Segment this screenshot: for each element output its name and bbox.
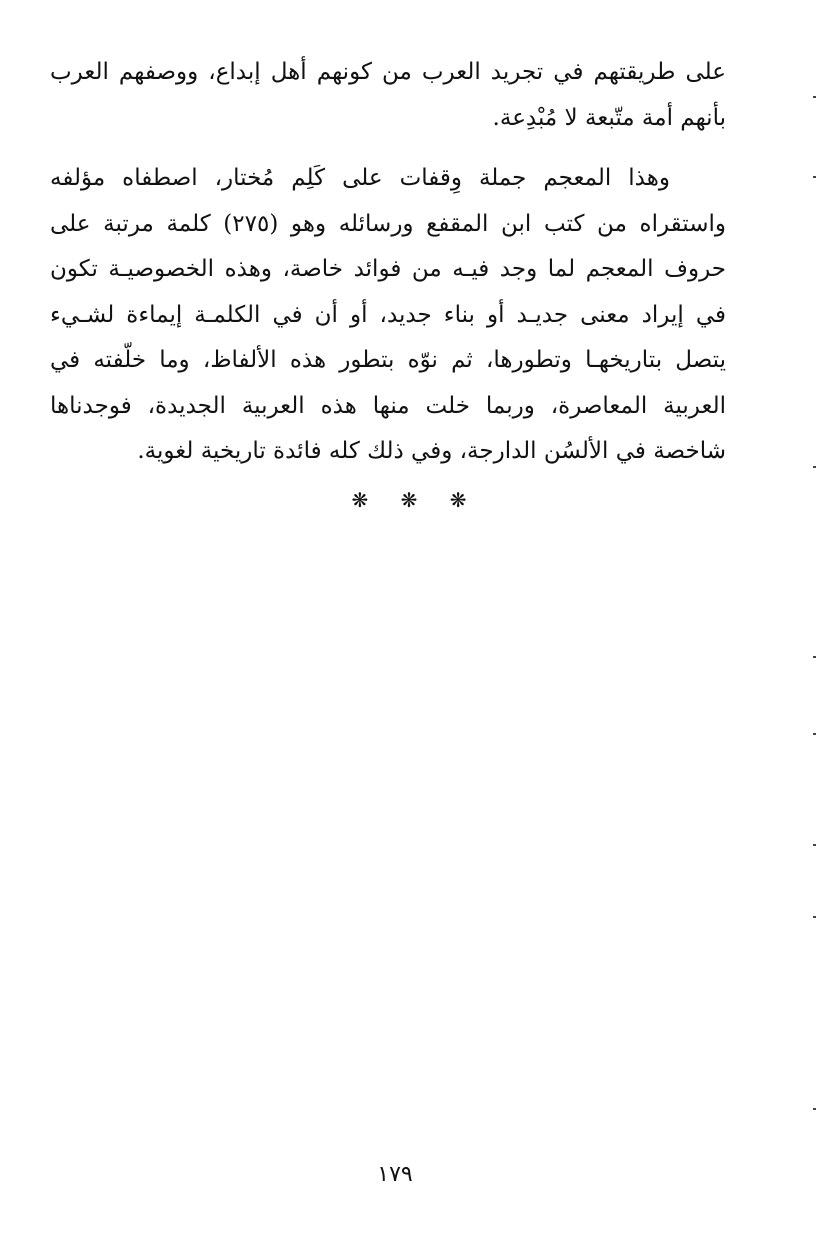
section-divider [0,488,818,512]
page-number: ١٧٩ [377,1162,413,1187]
scan-edge-mark [813,1108,816,1110]
scan-edge-mark [813,466,816,468]
asterism-icon: ❋ [400,488,418,512]
scan-edge-mark [813,916,816,918]
scan-edge-mark [813,96,816,98]
paragraph-1: على طريقتهم في تجريد العرب من كونهم أهل إبداع، ووصفهم العرب بأنهم أمة متّبعة لا مُبْدِعة. [50,59,726,131]
body-text [50,50,726,475]
paragraph-2: وهذا المعجم جملة وِقفات على كَلِم مُختار، اصطفاه مؤلفه واستقراه من كتب ابن المقفع ورسائله وهو (٢٧٥) كلمة مرتبة على حروف المعجم لما وجد فيـه من فوائد خاصة، وهذه الخصوصيـة تكون في إيراد معنى جديـد أو بناء جديد، أو أن في الكلمـة إيماءة لشـيء يتصل بتاريخهـا وتطورها، ثم نوّه بتطور هذه الألفاظ، وما خلّفته في العربية المعاصرة، وربما خلت منها هذه العربية الجديدة، فوجدناها شاخصة في الألسُن الدارجة، وفي ذلك كله فائدة تاريخية لغوية. [50,165,726,464]
scan-edge-mark [813,733,816,735]
scan-edge-mark [813,656,816,658]
scan-edge-mark [813,844,816,846]
asterism-icon: ❋ [449,488,467,512]
asterism-icon: ❋ [351,488,369,512]
scan-edge-mark [813,176,816,178]
